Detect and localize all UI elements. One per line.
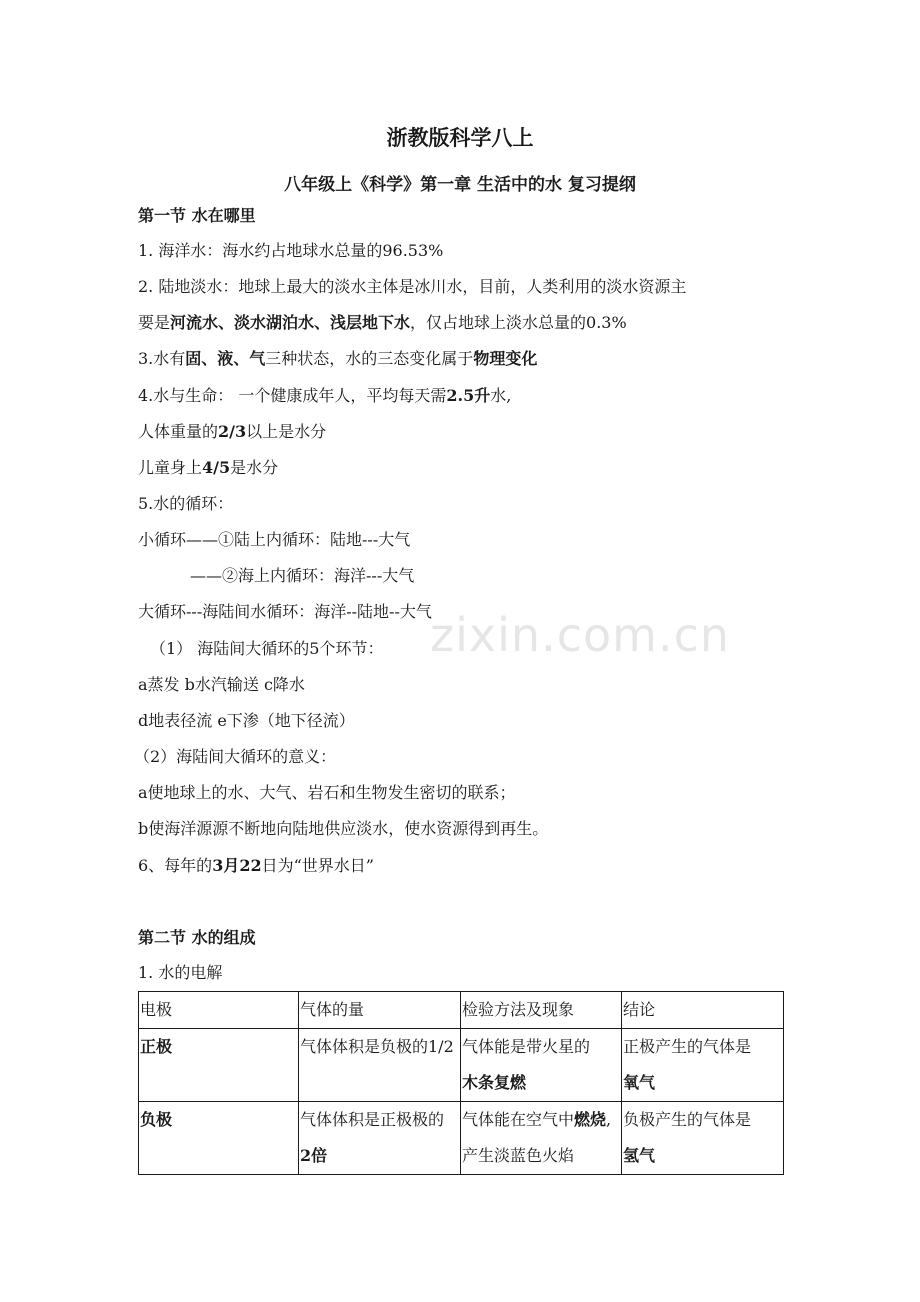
section-heading-1: 第一节 水在哪里: [138, 206, 256, 225]
table-header-cell: 电极: [139, 992, 299, 1029]
text-line: d地表径流 e下渗（地下径流）: [138, 711, 355, 730]
text-line: 大循环---海陆间水循环：海洋--陆地--大气: [138, 602, 432, 621]
table-cell: 气体体积是正极极的 2倍: [299, 1102, 461, 1175]
text-line: 儿童身上4/5是水分: [138, 458, 279, 477]
table-header-cell: 结论: [622, 992, 784, 1029]
text-line: （1） 海陆间大循环的5个环节：: [150, 639, 384, 658]
section-heading-2: 第二节 水的组成: [138, 928, 256, 947]
watermark-text: zixin.com.cn: [430, 608, 731, 662]
text-line: 1. 水的电解: [138, 963, 223, 982]
table-header-cell: 检验方法及现象: [461, 992, 622, 1029]
text-line: 6、每年的3月22日为“世界水日”: [138, 856, 374, 875]
table-header-cell: 气体的量: [299, 992, 461, 1029]
text-line: （2）海陆间大循环的意义：: [134, 747, 337, 766]
table-cell: 气体能是带火星的 木条复燃: [461, 1029, 622, 1102]
table-cell: 气体体积是负极的1/2: [299, 1029, 461, 1102]
text-line: 1. 海洋水：海水约占地球水总量的96.53%: [138, 241, 444, 260]
text-line: 2. 陆地淡水：地球上最大的淡水主体是冰川水，目前，人类利用的淡水资源主: [138, 277, 687, 296]
text-line: 4.水与生命： 一个健康成年人，平均每天需2.5升水,: [138, 386, 512, 405]
text-line: a使地球上的水、大气、岩石和生物发生密切的联系；: [138, 783, 516, 802]
text-line: ——②海上内循环：海洋---大气: [190, 566, 415, 585]
table-header-row: [139, 992, 784, 1029]
document-subtitle: 八年级上《科学》第一章 生活中的水 复习提纲: [284, 175, 636, 195]
table-row: [139, 1029, 784, 1102]
text-line: 3.水有固、液、气三种状态，水的三态变化属于物理变化: [138, 349, 538, 368]
document-title: 浙教版科学八上: [386, 125, 534, 150]
text-line: 5.水的循环：: [138, 494, 234, 513]
table-cell: 正极: [139, 1029, 299, 1102]
table-row: [139, 1102, 784, 1175]
table-cell: 气体能在空气中燃烧,产生淡蓝色火焰: [461, 1102, 622, 1175]
text-line: 要是河流水、淡水湖泊水、浅层地下水，仅占地球上淡水总量的0.3%: [138, 313, 627, 332]
text-line: 人体重量的2/3以上是水分: [138, 422, 327, 441]
text-line: 小循环——①陆上内循环：陆地---大气: [138, 530, 411, 549]
table-cell: 正极产生的气体是 氧气: [622, 1029, 784, 1102]
table-cell: 负极: [139, 1102, 299, 1175]
text-line: b使海洋源源不断地向陆地供应淡水，使水资源得到再生。: [138, 819, 549, 838]
table-cell: 负极产生的气体是 氢气: [622, 1102, 784, 1175]
text-line: a蒸发 b水汽输送 c降水: [138, 675, 305, 694]
electrolysis-table: [138, 991, 784, 1175]
